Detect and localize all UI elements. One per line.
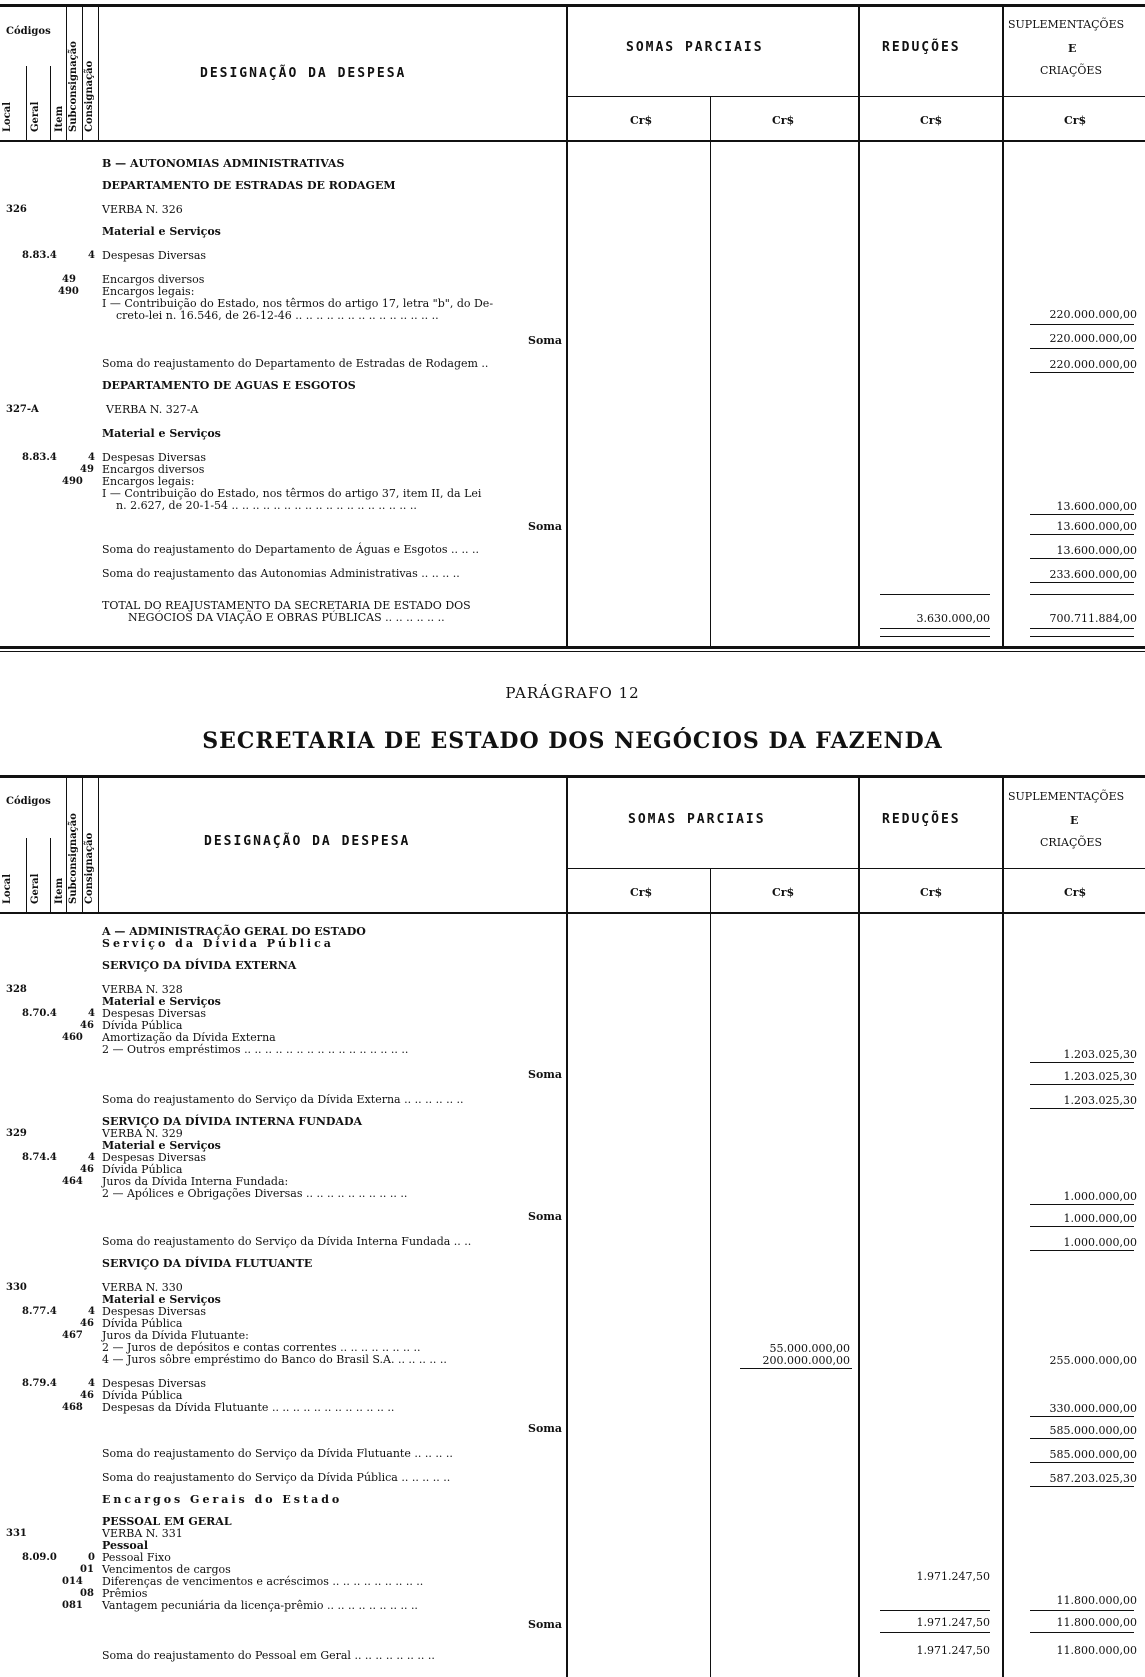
- amount: 220.000.000,00: [1049, 358, 1137, 371]
- amount: 1.203.025,30: [1063, 1070, 1137, 1083]
- subheading: Material e Serviços: [102, 995, 221, 1008]
- total-line: TOTAL DO REAJUSTAMENTO DA SECRETARIA DE ESTADO DOS: [102, 599, 471, 612]
- expense-line: Despesas Diversas: [102, 1305, 207, 1318]
- expense-line: Despesas Diversas: [102, 451, 207, 464]
- sum-rule: [1030, 1108, 1134, 1109]
- code-item: 4: [88, 1378, 95, 1389]
- currency-label: Cr$: [1064, 886, 1087, 899]
- code-item: 0: [88, 1552, 95, 1563]
- expense-line: Dívida Pública: [102, 1317, 183, 1330]
- code-sub: 01: [80, 1564, 94, 1575]
- amount: 1.000.000,00: [1063, 1212, 1137, 1225]
- code-geral: 8.09.0: [22, 1552, 57, 1563]
- expense-line: 2 — Juros de depósitos e contas correntes .. .. .. .. .. .. .. ..: [102, 1341, 421, 1354]
- expense-line: I — Contribuição do Estado, nos têrmos do artigo 37, item II, da Lei: [102, 487, 482, 500]
- local-label: Local: [2, 873, 13, 904]
- table2-divider-partial: [710, 868, 711, 1677]
- supplements-e: E: [1068, 42, 1077, 55]
- section-subheading: Serviço da Dívida Pública: [102, 937, 334, 950]
- sum-rule: [1030, 594, 1134, 595]
- code-sub: 46: [80, 1020, 94, 1031]
- expense-line: Despesas da Dívida Flutuante .. .. .. .. .. .. .. .. .. .. .. ..: [102, 1401, 395, 1414]
- item-label: Item: [54, 105, 65, 132]
- local-label: Local: [2, 101, 13, 132]
- partial-amount: 55.000.000,00: [769, 1342, 850, 1355]
- code-cons: 464: [62, 1176, 83, 1187]
- amount: 1.203.025,30: [1063, 1048, 1137, 1061]
- geral-label: Geral: [30, 101, 41, 132]
- amount: 700.711.884,00: [1049, 612, 1137, 625]
- sum-rule: [1030, 1062, 1134, 1063]
- currency-label: Cr$: [920, 886, 943, 899]
- code-local: 326: [6, 204, 27, 215]
- code-cons: 467: [62, 1330, 83, 1341]
- soma-label: Soma: [528, 1068, 563, 1081]
- table1-top-rule: [0, 4, 1145, 7]
- subtotal-line: Soma do reajustamento do Serviço da Dívida Pública .. .. .. .. ..: [102, 1471, 451, 1484]
- code-local: 328: [6, 984, 27, 995]
- amount: 220.000.000,00: [1049, 308, 1137, 321]
- service-heading: SERVIÇO DA DÍVIDA FLUTUANTE: [102, 1257, 313, 1270]
- currency-label: Cr$: [630, 886, 653, 899]
- department-heading: DEPARTAMENTO DE ESTRADAS DE RODAGEM: [102, 179, 396, 192]
- code-cons: 081: [62, 1600, 83, 1611]
- expense-line: Encargos legais:: [102, 475, 195, 488]
- codes-col-rule: [26, 838, 27, 912]
- creations-header: CRIAÇÕES: [1040, 64, 1102, 77]
- expense-line: I — Contribuição do Estado, nos têrmos do artigo 17, letra "b", do De-: [102, 297, 494, 310]
- sum-rule: [1030, 1204, 1134, 1205]
- subconsignacao-label: Subconsignação: [68, 41, 79, 132]
- sum-rule: [1030, 1632, 1134, 1633]
- secretaria-title: SECRETARIA DE ESTADO DOS NEGÓCIOS DA FAZENDA: [202, 728, 943, 754]
- code-local: 329: [6, 1128, 27, 1139]
- soma-label: Soma: [528, 334, 563, 347]
- service-heading: SERVIÇO DA DÍVIDA INTERNA FUNDADA: [102, 1115, 363, 1128]
- verba-label: VERBA N. 326: [102, 203, 183, 216]
- soma-label: Soma: [528, 1422, 563, 1435]
- designation-header: DESIGNAÇÃO DA DESPESA: [204, 834, 411, 849]
- code-sub: 49: [80, 464, 94, 475]
- sum-rule: [1030, 372, 1134, 373]
- subconsignacao-label: Subconsignação: [68, 813, 79, 904]
- expense-line: 4 — Juros sôbre empréstimo do Banco do Brasil S.A. .. .. .. .. ..: [102, 1353, 447, 1366]
- verba-label: VERBA N. 329: [102, 1127, 183, 1140]
- subtotal-line: Soma do reajustamento do Pessoal em Geral .. .. .. .. .. .. .. ..: [102, 1649, 435, 1662]
- code-sub: 46: [80, 1164, 94, 1175]
- code-sub: 46: [80, 1318, 94, 1329]
- table2-top-rule: [0, 775, 1145, 778]
- code-item: 4: [88, 1152, 95, 1163]
- expense-line: Juros da Dívida Flutuante:: [102, 1329, 249, 1342]
- sum-rule: [1030, 582, 1134, 583]
- expense-line: Dívida Pública: [102, 1389, 183, 1402]
- reduction-amount: 1.971.247,50: [916, 1570, 990, 1583]
- amount: 1.203.025,30: [1063, 1094, 1137, 1107]
- verba-label: VERBA N. 327-A: [106, 403, 199, 416]
- codes-col-rule: [82, 6, 83, 140]
- code-item: 4: [88, 250, 95, 261]
- sum-rule: [1030, 1084, 1134, 1085]
- expense-line: Despesas Diversas: [102, 1007, 207, 1020]
- creations-header: CRIAÇÕES: [1040, 836, 1102, 849]
- amount: 13.600.000,00: [1056, 500, 1137, 513]
- subtotal-line: Soma do reajustamento do Serviço da Dívida Interna Fundada .. ..: [102, 1235, 472, 1248]
- code-local: 327-A: [6, 404, 39, 415]
- designation-header: DESIGNAÇÃO DA DESPESA: [200, 66, 407, 81]
- paragraph-title: PARÁGRAFO 12: [505, 684, 640, 702]
- code-item: 4: [88, 452, 95, 463]
- verba-label: VERBA N. 328: [102, 983, 183, 996]
- amount: 13.600.000,00: [1056, 544, 1137, 557]
- amount: 1.000.000,00: [1063, 1190, 1137, 1203]
- subheading: Material e Serviços: [102, 427, 221, 440]
- sum-rule: [1030, 1462, 1134, 1463]
- sum-rule: [880, 594, 990, 595]
- sum-rule: [1030, 1438, 1134, 1439]
- expense-line: Vencimentos de cargos: [102, 1563, 231, 1576]
- amount: 1.000.000,00: [1063, 1236, 1137, 1249]
- geral-label: Geral: [30, 873, 41, 904]
- reduction-amount: 3.630.000,00: [916, 612, 990, 625]
- expense-line: 2 — Outros empréstimos .. .. .. .. .. .. .. .. .. .. .. .. .. .. .. ..: [102, 1043, 409, 1056]
- amount: 233.600.000,00: [1049, 568, 1137, 581]
- sum-rule: [1030, 1610, 1134, 1611]
- reductions-header: REDUÇÕES: [882, 40, 961, 55]
- expense-line: 2 — Apólices e Obrigações Diversas .. .. .. .. .. .. .. .. .. ..: [102, 1187, 408, 1200]
- expense-line: Despesas Diversas: [102, 1151, 207, 1164]
- currency-label: Cr$: [772, 886, 795, 899]
- partial-amount: 200.000.000,00: [762, 1354, 850, 1367]
- expense-line: Pessoal Fixo: [102, 1551, 171, 1564]
- sum-rule: [1030, 1250, 1134, 1251]
- expense-line: Encargos legais:: [102, 285, 195, 298]
- soma-label: Soma: [528, 520, 563, 533]
- supplements-e: E: [1070, 814, 1079, 827]
- codes-col-rule: [98, 6, 99, 140]
- code-geral: 8.74.4: [22, 1152, 57, 1163]
- sum-rule: [1030, 514, 1134, 515]
- sum-rule: [1030, 1226, 1134, 1227]
- subtotal-line: Soma do reajustamento do Serviço da Dívida Flutuante .. .. .. ..: [102, 1447, 453, 1460]
- verba-label: VERBA N. 330: [102, 1281, 183, 1294]
- expense-line: Dívida Pública: [102, 1163, 183, 1176]
- amount: 330.000.000,00: [1049, 1402, 1137, 1415]
- section-subheading: Encargos Gerais do Estado: [102, 1493, 343, 1506]
- code-geral: 8.83.4: [22, 250, 57, 261]
- sum-rule: [880, 1610, 990, 1611]
- verba-label: VERBA N. 331: [102, 1527, 183, 1540]
- table2-header-subrule: [566, 868, 1145, 869]
- code-geral: 8.79.4: [22, 1378, 57, 1389]
- subtotal-line: Soma do reajustamento das Autonomias Administrativas .. .. .. ..: [102, 567, 460, 580]
- service-heading: SERVIÇO DA DÍVIDA EXTERNA: [102, 959, 297, 972]
- codes-col-rule: [66, 6, 67, 140]
- expense-line: Despesas Diversas: [102, 249, 207, 262]
- sum-rule: [880, 1632, 990, 1633]
- amount: 220.000.000,00: [1049, 332, 1137, 345]
- reduction-amount: 1.971.247,50: [916, 1616, 990, 1629]
- item-label: Item: [54, 877, 65, 904]
- table1-bottom-rule: [0, 651, 1145, 652]
- sum-rule: [1030, 636, 1134, 637]
- subheading: Material e Serviços: [102, 1139, 221, 1152]
- code-item: 4: [88, 1306, 95, 1317]
- codes-title: Códigos: [6, 796, 51, 807]
- code-local: 331: [6, 1528, 27, 1539]
- expense-line: Encargos diversos: [102, 273, 205, 286]
- subtotal-line: Soma do reajustamento do Serviço da Dívida Externa .. .. .. .. .. ..: [102, 1093, 464, 1106]
- amount: 255.000.000,00: [1049, 1354, 1137, 1367]
- supplements-header: SUPLEMENTAÇÕES: [1008, 790, 1125, 803]
- total-line: NEGÓCIOS DA VIAÇÃO E OBRAS PÚBLICAS .. .. .. .. .. ..: [128, 611, 445, 624]
- code-geral: 8.83.4: [22, 452, 57, 463]
- expense-line: Dívida Pública: [102, 1019, 183, 1032]
- code-geral: 8.70.4: [22, 1008, 57, 1019]
- sum-rule: [1030, 324, 1134, 325]
- soma-label: Soma: [528, 1618, 563, 1631]
- table1-divider-designation: [566, 6, 568, 646]
- amount: 11.800.000,00: [1056, 1594, 1137, 1607]
- table1-header-subrule: [566, 96, 1145, 97]
- amount: 11.800.000,00: [1056, 1644, 1137, 1657]
- codes-col-rule: [66, 777, 67, 912]
- amount: 585.000.000,00: [1049, 1448, 1137, 1461]
- reductions-header: REDUÇÕES: [882, 812, 961, 827]
- partial-sums-header: SOMAS PARCIAIS: [626, 40, 764, 55]
- table1-divider-reductions: [858, 6, 860, 646]
- sum-rule: [1030, 1486, 1134, 1487]
- code-item: 4: [88, 1008, 95, 1019]
- expense-line: Despesas Diversas: [102, 1377, 207, 1390]
- partial-sums-header: SOMAS PARCIAIS: [628, 812, 766, 827]
- sum-rule: [1030, 628, 1134, 629]
- codes-title: Códigos: [6, 26, 51, 37]
- amount: 585.000.000,00: [1049, 1424, 1137, 1437]
- code-local: 330: [6, 1282, 27, 1293]
- currency-label: Cr$: [630, 114, 653, 127]
- sum-rule: [1030, 1416, 1134, 1417]
- subheading: Pessoal: [102, 1539, 149, 1552]
- code-cons: 460: [62, 1032, 83, 1043]
- department-heading: DEPARTAMENTO DE AGUAS E ESGOTOS: [102, 379, 356, 392]
- table2-header-bottom-rule: [0, 912, 1145, 914]
- amount: 587.203.025,30: [1049, 1472, 1137, 1485]
- reduction-amount: 1.971.247,50: [916, 1644, 990, 1657]
- code-cons: 490: [62, 476, 83, 487]
- amount: 13.600.000,00: [1056, 520, 1137, 533]
- currency-label: Cr$: [1064, 114, 1087, 127]
- sum-rule: [1030, 348, 1134, 349]
- expense-line: Encargos diversos: [102, 463, 205, 476]
- expense-line: Vantagem pecuniária da licença-prêmio .. .. .. .. .. .. .. .. ..: [102, 1599, 418, 1612]
- service-heading: PESSOAL EM GERAL: [102, 1515, 232, 1528]
- soma-label: Soma: [528, 1210, 563, 1223]
- code-sub: 46: [80, 1390, 94, 1401]
- expense-line: Juros da Dívida Interna Fundada:: [102, 1175, 289, 1188]
- codes-col-rule: [82, 777, 83, 912]
- code-cons: 014: [62, 1576, 83, 1587]
- table1-bottom-rule: [0, 646, 1145, 649]
- sum-rule: [880, 628, 990, 629]
- subheading: Material e Serviços: [102, 1293, 221, 1306]
- expense-line: n. 2.627, de 20-1-54 .. .. .. .. .. .. .. .. .. .. .. .. .. .. .. .. .. ..: [116, 499, 417, 512]
- amount: 11.800.000,00: [1056, 1616, 1137, 1629]
- table1-header-bottom-rule: [0, 140, 1145, 142]
- codes-col-rule: [50, 66, 51, 140]
- codes-col-rule: [98, 777, 99, 912]
- sum-rule: [1030, 558, 1134, 559]
- currency-label: Cr$: [920, 114, 943, 127]
- code-geral: 8.77.4: [22, 1306, 57, 1317]
- expense-line: Prêmios: [102, 1587, 148, 1600]
- subtotal-line: Soma do reajustamento do Departamento de Estradas de Rodagem ..: [102, 357, 489, 370]
- table1-divider-supplements: [1002, 6, 1004, 646]
- currency-label: Cr$: [772, 114, 795, 127]
- code-sub: 49: [62, 274, 76, 285]
- sum-rule: [880, 636, 990, 637]
- expense-line: creto-lei n. 16.546, de 26-12-46 .. .. .. .. .. .. .. .. .. .. .. .. .. ..: [116, 309, 439, 322]
- codes-col-rule: [50, 838, 51, 912]
- sum-rule: [740, 1368, 852, 1369]
- codes-col-rule: [26, 66, 27, 140]
- code-cons: 490: [58, 286, 79, 297]
- expense-line: Amortização da Dívida Externa: [102, 1031, 276, 1044]
- section-heading: B — AUTONOMIAS ADMINISTRATIVAS: [102, 157, 345, 170]
- sum-rule: [1030, 534, 1134, 535]
- section-heading: A — ADMINISTRAÇÃO GERAL DO ESTADO: [102, 925, 366, 938]
- consignacao-label: Consignação: [84, 60, 95, 132]
- table1-divider-partial: [710, 96, 711, 646]
- code-sub: 08: [80, 1588, 94, 1599]
- code-cons: 468: [62, 1402, 83, 1413]
- supplements-header: SUPLEMENTAÇÕES: [1008, 18, 1125, 31]
- consignacao-label: Consignação: [84, 832, 95, 904]
- subtotal-line: Soma do reajustamento do Departamento de Águas e Esgotos .. .. ..: [102, 543, 480, 556]
- subheading: Material e Serviços: [102, 225, 221, 238]
- expense-line: Diferenças de vencimentos e acréscimos .. .. .. .. .. .. .. .. ..: [102, 1575, 424, 1588]
